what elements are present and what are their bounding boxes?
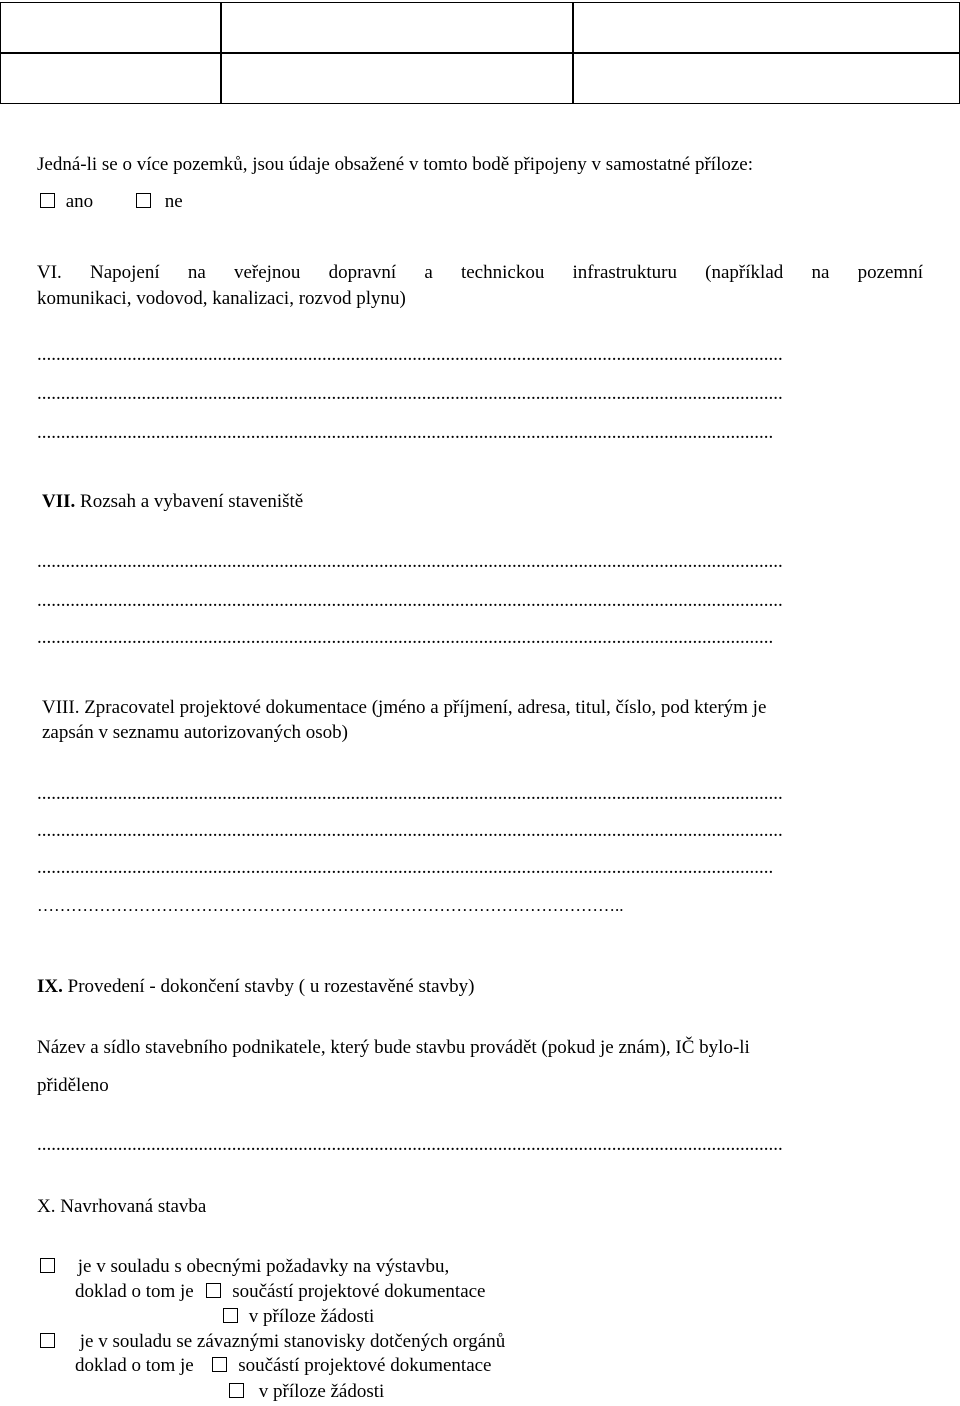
section9-heading (37, 976, 474, 998)
annex-yes-option[interactable] (40, 191, 93, 213)
fill-line-ellipsis[interactable]: ………………………………………………………………………………………….. (37, 896, 624, 915)
checkbox-part-of-documentation[interactable] (212, 1357, 227, 1372)
section6-heading-line1: VI. Napojení na veřejnou dopravní a technickou infrastrukturu (například na pozemní (37, 262, 923, 283)
section7-title: Rozsah a vybavení staveniště (80, 491, 304, 512)
section10-heading: X. Navrhovaná stavba (37, 1196, 207, 1217)
section7-heading (42, 491, 303, 513)
table-cell (220, 2, 574, 54)
proof-prefix: doklad o tom je (75, 1281, 194, 1302)
compliance-general-option[interactable] (40, 1256, 449, 1278)
section8-heading-line2: zapsán v seznamu autorizovaných osob) (42, 722, 349, 743)
section6-heading-line2: komunikaci, vodovod, kanalizaci, rozvod plynu) (37, 288, 406, 309)
section7-number: VII. (42, 491, 76, 512)
checkbox-yes[interactable] (40, 193, 55, 208)
table-cell (220, 52, 574, 104)
proof-row-2-annex[interactable] (229, 1381, 384, 1403)
fill-line[interactable]: ............................................................................................................................................................. (37, 783, 783, 804)
proof-prefix: doklad o tom je (75, 1355, 194, 1376)
table-cell (572, 52, 960, 104)
fill-line[interactable]: ............................................................................................................................................................. (37, 344, 783, 365)
option-part-of-documentation: součástí projektové dokumentace (232, 1281, 486, 1302)
section9-note: ( u rozestavěné stavby) (298, 976, 475, 997)
section9-title: Provedení - dokončení stavby (67, 976, 294, 997)
checkbox-general-requirements[interactable] (40, 1258, 55, 1273)
option-part-of-documentation: součástí projektové dokumentace (238, 1355, 492, 1376)
fill-line[interactable]: ........................................................................................................................................................... (37, 627, 774, 648)
section9-text-line2: přiděleno (37, 1075, 109, 1096)
fill-line[interactable]: ............................................................................................................................................................. (37, 590, 783, 611)
checkbox-part-of-documentation[interactable] (206, 1283, 221, 1298)
option-in-annex: v příloze žádosti (258, 1381, 385, 1402)
table-cell (0, 52, 222, 104)
top-table (0, 0, 960, 104)
option-no-label: ne (164, 191, 183, 212)
section8-heading-line1 (42, 697, 922, 719)
section9-number: IX. (37, 976, 63, 997)
compliance-general-label: je v souladu s obecnými požadavky na výstavbu, (77, 1256, 450, 1277)
option-yes-label: ano (65, 191, 94, 212)
fill-line[interactable]: ............................................................................................................................................................. (37, 1134, 783, 1155)
compliance-binding-option[interactable] (40, 1331, 505, 1353)
fill-line[interactable]: ............................................................................................................................................................. (37, 383, 783, 404)
table-cell (572, 2, 960, 54)
fill-line[interactable]: ............................................................................................................................................................. (37, 820, 783, 841)
proof-row-2 (75, 1355, 492, 1377)
fill-line[interactable]: ........................................................................................................................................................... (37, 422, 774, 443)
proof-row-1-annex[interactable] (223, 1306, 374, 1328)
fill-line[interactable]: ........................................................................................................................................................... (37, 857, 774, 878)
annex-question: Jedná-li se o více pozemků, jsou údaje obsažené v tomto bodě připojeny v samostatné příloze: (37, 154, 753, 175)
annex-no-option[interactable] (136, 191, 183, 213)
checkbox-in-annex[interactable] (229, 1383, 244, 1398)
compliance-binding-label: je v souladu se závaznými stanovisky dotčených orgánů (79, 1331, 506, 1352)
proof-row-1 (75, 1281, 486, 1303)
fill-line[interactable]: ............................................................................................................................................................. (37, 551, 783, 572)
section9-text-line1: Název a sídlo stavebního podnikatele, který bude stavbu provádět (pokud je znám), IČ bylo-li (37, 1037, 750, 1058)
table-cell (0, 2, 222, 54)
checkbox-in-annex[interactable] (223, 1308, 238, 1323)
section8-title: VIII. Zpracovatel projektové dokumentace (jméno a příjmení, adresa, titul, číslo, pod kterým je (42, 697, 767, 718)
checkbox-no[interactable] (136, 193, 151, 208)
option-in-annex: v příloze žádosti (248, 1306, 375, 1327)
checkbox-binding-opinions[interactable] (40, 1333, 55, 1348)
